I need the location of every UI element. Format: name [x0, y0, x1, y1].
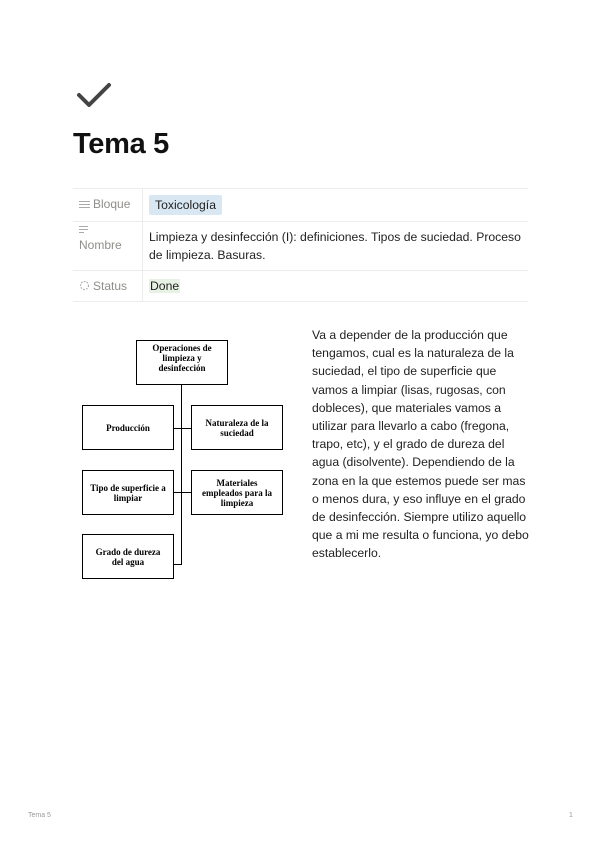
- properties-table: [73, 188, 528, 302]
- connector-produccion: [173, 428, 182, 429]
- property-value[interactable]: [143, 271, 528, 301]
- connector-naturaleza: [182, 428, 191, 429]
- property-value[interactable]: [143, 189, 528, 221]
- diagram-materiales-box: Materiales empleados para la limpieza: [191, 470, 283, 515]
- property-key-label: Nombre: [79, 238, 122, 252]
- text-icon: [79, 226, 88, 235]
- body-paragraph: Va a depender de la producción que tengamos, cual es la naturaleza de la suciedad, el tipo de superficie que vamos a limpiar (lisas, rugosas, con dobleces), que materiales vamos a utilizar para llevarlo a cabo (fregona, trapo, etc), y el grado de dureza del agua (disolvente). Dependiendo de la zona en la que estemos puede ser mas o menos dura, y eso influye en el grado de desinfección. Siempre utilizo aquello que a mi me resulta o funciona, yo debo establecerlo.: [312, 328, 529, 561]
- diagram-naturaleza-box: Naturaleza de la suciedad: [191, 405, 283, 450]
- connector-dureza: [173, 564, 182, 565]
- diagram-root-box: Operaciones de limpieza y desinfección: [136, 340, 228, 385]
- connector-superficie: [173, 492, 182, 493]
- status-value[interactable]: Done: [150, 279, 180, 293]
- property-key-label: Status: [93, 279, 128, 293]
- diagram-superficie-box: Tipo de superficie a limpiar: [82, 470, 174, 515]
- diagram-dureza-box: Grado de dureza del agua: [82, 534, 174, 579]
- property-row-bloque: [73, 189, 528, 222]
- property-key: [73, 222, 143, 270]
- cleaning-operations-diagram: [78, 336, 288, 586]
- page-number: 1: [569, 812, 573, 819]
- property-key-label: Bloque: [93, 197, 131, 211]
- status-icon: [79, 280, 90, 291]
- bloque-tag[interactable]: Toxicología: [149, 195, 222, 215]
- property-key: [73, 271, 143, 301]
- diagram-produccion-box: Producción: [82, 405, 174, 450]
- connector-materiales: [182, 492, 191, 493]
- property-value[interactable]: Limpieza y desinfección (I): definiciones. Tipos de suciedad. Proceso de limpieza. Basuras.: [149, 230, 521, 262]
- property-row-status: [73, 271, 528, 302]
- property-row-nombre: [73, 222, 528, 271]
- check-icon: [76, 80, 112, 110]
- property-key: [73, 189, 143, 221]
- page-title: Tema 5: [73, 128, 169, 160]
- footer-title: Tema 5: [28, 812, 51, 819]
- list-icon: [79, 200, 90, 209]
- connector-trunk: [181, 384, 182, 564]
